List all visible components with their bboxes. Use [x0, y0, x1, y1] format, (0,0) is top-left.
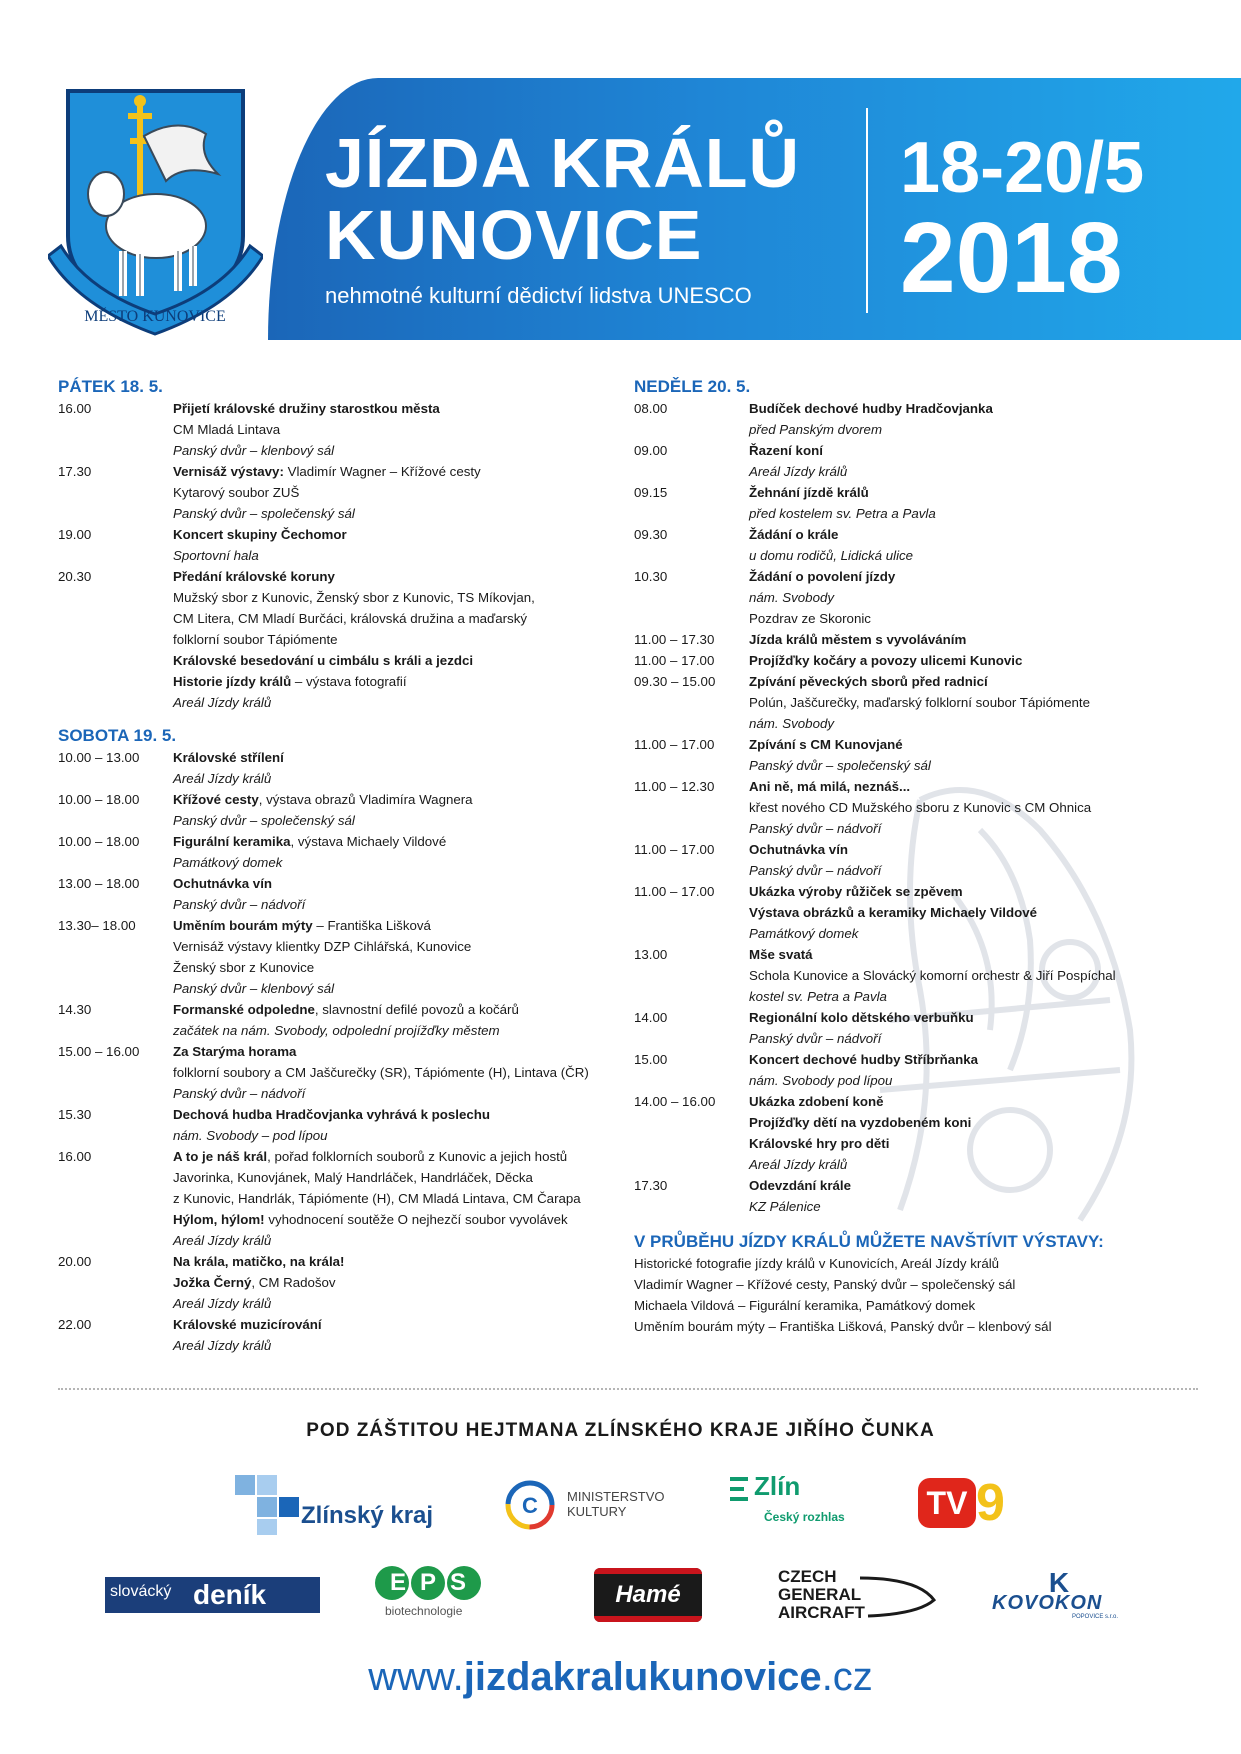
event-place: před kostelem sv. Petra a Pavla [749, 506, 936, 521]
event-title: Mše svatá [749, 947, 813, 962]
event-title-line [749, 1091, 1224, 1112]
biotechnologie-text: biotechnologie [385, 1604, 463, 1618]
event-time: 11.00 – 17.30 [634, 632, 715, 647]
event-details [749, 1007, 1224, 1049]
event-details [173, 524, 618, 566]
event-row [58, 999, 618, 1041]
event-title-line [173, 650, 618, 671]
event-title-line [173, 1209, 618, 1230]
event-place: Památkový domek [173, 855, 283, 870]
event-row [634, 839, 1224, 881]
event-place: Panský dvůr – nádvoří [749, 1031, 882, 1046]
event-row [634, 482, 1224, 524]
event-place: Panský dvůr – nádvoří [173, 897, 306, 912]
event-title-rest: , CM Radošov [251, 1275, 336, 1290]
event-details [749, 1091, 1224, 1175]
event-title-line [173, 1104, 618, 1125]
event-row [634, 1091, 1224, 1175]
event-title-line [749, 629, 1224, 650]
page-title-line2: KUNOVICE [325, 196, 703, 274]
event-row [58, 461, 618, 524]
event-title: Odevzdání krále [749, 1178, 851, 1193]
event-title: Výstava obrázků a keramiky Michaely Vildové [749, 905, 1038, 920]
page-subtitle: nehmotné kulturní dědictví lidstva UNESCO [325, 283, 752, 308]
event-row [634, 1007, 1224, 1049]
tv9-number: 9 [976, 1474, 1005, 1532]
event-performer-line: Ženský sbor z Kunovice [173, 960, 315, 975]
event-title-line [749, 671, 1224, 692]
event-row [58, 747, 618, 789]
event-details [749, 734, 1224, 776]
event-title-line [749, 1175, 1224, 1196]
event-place: Panský dvůr – společenský sál [173, 813, 355, 828]
event-title: Předání královské koruny [173, 569, 335, 584]
slovacky-denik-logo [105, 1577, 320, 1613]
event-title: Královské muzicírování [173, 1317, 322, 1332]
event-details [749, 482, 1224, 524]
event-row [634, 566, 1224, 629]
event-details [173, 398, 618, 461]
program-left-column [58, 376, 618, 1356]
event-details [749, 398, 1224, 440]
event-place: Panský dvůr – nádvoří [749, 863, 882, 878]
event-details [173, 831, 618, 873]
event-time: 11.00 – 17.00 [634, 737, 715, 752]
event-row [58, 1314, 618, 1356]
event-title: Ani ně, má milá, neznáš... [749, 779, 911, 794]
exhibitions-list [634, 1253, 1224, 1337]
event-time: 13.30– 18.00 [58, 918, 136, 933]
event-performer-line: folklorní soubory a CM Jaščurečky (SR), Tápiómente (H), Lintava (ČR) [173, 1065, 589, 1080]
exhibition-item: Michaela Vildová – Figurální keramika, Památkový domek [634, 1298, 976, 1313]
event-time: 10.00 – 13.00 [58, 750, 140, 765]
event-time: 11.00 – 17.00 [634, 884, 715, 899]
event-time: 16.00 [58, 401, 92, 416]
event-performer-line: Polún, Jaščurečky, maďarský folklorní soubor Tápiómente [749, 695, 1090, 710]
event-details [749, 629, 1224, 650]
event-time: 16.00 [58, 1149, 92, 1164]
sunday-events [634, 398, 1224, 1217]
event-time: 15.00 – 16.00 [58, 1044, 140, 1059]
event-title-line [749, 398, 1224, 419]
exhibition-item: Uměním bourám mýty – Františka Lišková, Panský dvůr – klenbový sál [634, 1319, 1052, 1334]
event-row [58, 398, 618, 461]
event-title: Ukázka zdobení koně [749, 1094, 884, 1109]
event-time: 15.30 [58, 1107, 92, 1122]
friday-heading: PÁTEK 18. 5. [58, 377, 163, 396]
event-title-rest: vyhodnocení soutěže O nejhezčí soubor vyvolávek [264, 1212, 568, 1227]
event-details [173, 1146, 618, 1251]
event-row [634, 398, 1224, 440]
event-row [634, 944, 1224, 1007]
event-details [173, 789, 618, 831]
event-row [58, 524, 618, 566]
event-title: Hýlom, hýlom! [173, 1212, 265, 1227]
event-row [58, 566, 618, 650]
eps-text: EPS [389, 1569, 481, 1596]
event-details [749, 1175, 1224, 1217]
event-title: Dechová hudba Hradčovjanka vyhrává k poslechu [173, 1107, 491, 1122]
ministerstvo-line2: KULTURY [567, 1504, 627, 1519]
event-title: Jízda králů městem s vyvoláváním [749, 632, 967, 647]
event-details [749, 671, 1224, 734]
event-place: Panský dvůr – klenbový sál [173, 981, 335, 996]
event-place: před Panským dvorem [749, 422, 883, 437]
event-title-rest: , slavnostní defilé povozů a kočárů [314, 1002, 519, 1017]
event-title: Křížové cesty [173, 792, 259, 807]
event-title-line [173, 398, 618, 419]
event-title-line [749, 1112, 1224, 1133]
event-title: Koncert skupiny Čechomor [173, 527, 347, 542]
event-place: Areál Jízdy králů [173, 1338, 272, 1353]
crest-text: MĚSTO KUNOVICE [84, 308, 226, 325]
event-time: 15.00 [634, 1052, 668, 1067]
event-details [749, 944, 1224, 1007]
event-details [173, 873, 618, 915]
event-row [634, 671, 1224, 734]
page-title-line1: JÍZDA KRÁLŮ [325, 124, 801, 202]
event-title-line [749, 902, 1224, 923]
event-title: Budíček dechové hudby Hradčovjanka [749, 401, 993, 416]
website-main: jizdakralukunovice [463, 1655, 822, 1699]
event-details [749, 1049, 1224, 1091]
event-place: nám. Svobody – pod lípou [173, 1128, 328, 1143]
event-row [58, 1104, 618, 1146]
cesky-rozhlas-text: Český rozhlas [764, 1510, 845, 1524]
event-performer-line: Kytarový soubor ZUŠ [173, 485, 300, 500]
event-title: Na krála, matičko, na krála! [173, 1254, 345, 1269]
cga-line1: CZECH [778, 1567, 837, 1586]
event-details [749, 566, 1224, 629]
event-row [58, 831, 618, 873]
ministerstvo-emblem-icon [505, 1480, 555, 1530]
event-place: Areál Jízdy králů [173, 1233, 272, 1248]
event-details [173, 671, 618, 713]
eps-biotechnologie-logo [375, 1566, 485, 1626]
event-time: 14.00 [634, 1010, 668, 1025]
event-performer-line: Mužský sbor z Kunovic, Ženský sbor z Kunovic, TS Míkovjan, [173, 590, 535, 605]
event-title: Žehnání jízdě králů [749, 485, 869, 500]
cga-line2: GENERAL [778, 1585, 862, 1604]
event-time: 11.00 – 17.00 [634, 653, 715, 668]
event-time: 17.30 [58, 464, 92, 479]
event-details [749, 776, 1224, 839]
sunday-heading: NEDĚLE 20. 5. [634, 377, 751, 396]
event-title-line [173, 873, 618, 894]
event-title-rest: , výstava obrazů Vladimíra Wagnera [258, 792, 473, 807]
tv9-logo [918, 1474, 1005, 1532]
tv-text: TV [918, 1478, 976, 1528]
svg-text:C: C [522, 1493, 538, 1518]
event-place: kostel sv. Petra a Pavla [749, 989, 887, 1004]
event-performer-line: Schola Kunovice a Slovácký komorní orchestr & Jiří Pospíchal [749, 968, 1116, 983]
website-suffix: .cz [821, 1655, 873, 1699]
event-time: 09.00 [634, 443, 668, 458]
event-title-line [173, 1314, 618, 1335]
event-place: KZ Pálenice [749, 1199, 821, 1214]
patronage-text: POD ZÁŠTITOU HEJTMANA ZLÍNSKÉHO KRAJE JIŘÍHO ČUNKA [306, 1420, 935, 1441]
event-place: Sportovní hala [173, 548, 259, 563]
event-time: 10.00 – 18.00 [58, 792, 140, 807]
event-row [634, 1175, 1224, 1217]
event-title-line [173, 1251, 618, 1272]
event-row [58, 915, 618, 999]
event-place: Panský dvůr – nádvoří [173, 1086, 306, 1101]
event-details [173, 1104, 618, 1146]
event-row [58, 1251, 618, 1314]
event-title: Královské besedování u cimbálu s králi a jezdci [173, 653, 474, 668]
event-title: Zpívání pěveckých sborů před radnicí [749, 674, 988, 689]
event-title-line [173, 1272, 618, 1293]
event-title-line [749, 566, 1224, 587]
event-performer-line: z Kunovic, Handrlák, Tápiómente (H), CM Mladá Lintava, CM Čarapa [173, 1191, 581, 1206]
dotted-divider [58, 1388, 1198, 1390]
event-performer-line: Vernisáž výstavy klientky DZP Cihlářská, Kunovice [173, 939, 472, 954]
event-place: Areál Jízdy králů [749, 1157, 848, 1172]
event-title-rest: Vladimír Wagner – Křížové cesty [283, 464, 481, 479]
event-title-line [749, 881, 1224, 902]
event-title-line [749, 944, 1224, 965]
event-title: Uměním bourám mýty [173, 918, 313, 933]
event-year: 2018 [900, 202, 1123, 314]
event-title: Jožka Černý [173, 1275, 252, 1290]
event-title-line [173, 671, 618, 692]
aircraft-swoosh-icon [858, 1570, 938, 1620]
event-time: 17.30 [634, 1178, 668, 1193]
event-row [634, 650, 1224, 671]
event-time: 09.15 [634, 485, 668, 500]
event-title-rest: , výstava Michaely Vildové [290, 834, 447, 849]
event-place: Panský dvůr – společenský sál [173, 506, 355, 521]
event-note: Pozdrav ze Skoronic [749, 611, 871, 626]
event-details [173, 1041, 618, 1104]
exhibitions-heading: V PRŮBĚHU JÍZDY KRÁLŮ MŮŽETE NAVŠTÍVIT VÝSTAVY: [634, 1232, 1104, 1251]
event-title: Vernisáž výstavy: [173, 464, 284, 479]
event-title: Koncert dechové hudby Stříbrňanka [749, 1052, 979, 1067]
event-title-line [749, 734, 1224, 755]
event-row [58, 671, 618, 713]
event-title: Královské hry pro děti [749, 1136, 890, 1151]
event-place: u domu rodičů, Lidická ulice [749, 548, 914, 563]
header-divider [866, 108, 868, 313]
event-row [58, 789, 618, 831]
event-title: Ukázka výroby růžiček se zpěvem [749, 884, 963, 899]
event-title: Projížďky dětí na vyzdobeném koni [749, 1115, 972, 1130]
event-performer-line: CM Mladá Lintava [173, 422, 281, 437]
zlin-text: Zlín [754, 1471, 801, 1501]
event-time: 09.30 [634, 527, 668, 542]
event-title-line [173, 524, 618, 545]
event-details [173, 650, 618, 671]
event-title-line [749, 524, 1224, 545]
friday-events [58, 398, 618, 713]
event-row [634, 524, 1224, 566]
hame-logo [594, 1568, 702, 1622]
event-title-line [749, 440, 1224, 461]
event-details [173, 915, 618, 999]
event-title: Přijetí královské družiny starostkou města [173, 401, 440, 416]
event-place: nám. Svobody [749, 590, 835, 605]
event-time: 13.00 [634, 947, 668, 962]
exhibition-item: Vladimír Wagner – Křížové cesty, Panský dvůr – společenský sál [634, 1277, 1016, 1292]
event-place: nám. Svobody [749, 716, 835, 731]
event-title-line [749, 1049, 1224, 1070]
event-time: 20.00 [58, 1254, 92, 1269]
event-place: Areál Jízdy králů [173, 695, 272, 710]
event-time: 20.30 [58, 569, 92, 584]
event-dates: 18-20/5 [900, 128, 1145, 208]
event-title: Projížďky kočáry a povozy ulicemi Kunovic [749, 653, 1023, 668]
event-title: Královské střílení [173, 750, 284, 765]
event-title-line [749, 839, 1224, 860]
event-title-line [173, 915, 618, 936]
event-title-line [749, 650, 1224, 671]
event-details [173, 747, 618, 789]
slovacky-text: slovácký [110, 1583, 172, 1600]
event-place: Panský dvůr – klenbový sál [173, 443, 335, 458]
event-row [58, 1146, 618, 1251]
event-row [634, 776, 1224, 839]
event-time [58, 671, 173, 713]
event-title: A to je náš král [173, 1149, 268, 1164]
event-place: Areál Jízdy králů [749, 464, 848, 479]
event-title-line [173, 789, 618, 810]
event-details [749, 650, 1224, 671]
event-title-line [749, 1007, 1224, 1028]
ministerstvo-kultury-logo [505, 1477, 685, 1533]
event-time: 11.00 – 12.30 [634, 779, 715, 794]
event-time: 08.00 [634, 401, 668, 416]
event-title-line [749, 482, 1224, 503]
event-time: 22.00 [58, 1317, 92, 1332]
kunovice-coat-of-arms-logo [48, 86, 263, 346]
event-place: Panský dvůr – nádvoří [749, 821, 882, 836]
event-performer-line: folklorní soubor Tápiómente [173, 632, 338, 647]
website-prefix: www. [368, 1655, 464, 1699]
event-details [749, 839, 1224, 881]
event-title-line [173, 747, 618, 768]
event-time: 10.00 – 18.00 [58, 834, 140, 849]
event-time: 10.30 [634, 569, 668, 584]
event-place: Památkový domek [749, 926, 859, 941]
website-url[interactable] [0, 1655, 1241, 1700]
event-details [173, 999, 618, 1041]
event-title: Zpívání s CM Kunovjané [749, 737, 903, 752]
event-details [173, 1251, 618, 1314]
event-title-rest: , pořad folklorních souborů z Kunovic a jejich hostů [267, 1149, 568, 1164]
event-time: 09.30 – 15.00 [634, 674, 716, 689]
event-row [58, 873, 618, 915]
event-time: 11.00 – 17.00 [634, 842, 715, 857]
event-title-rest: – Františka Lišková [312, 918, 431, 933]
event-row [634, 734, 1224, 776]
event-time: 14.30 [58, 1002, 92, 1017]
czech-general-aircraft-logo [778, 1568, 938, 1628]
event-details [173, 566, 618, 650]
event-place: nám. Svobody pod lípou [749, 1073, 893, 1088]
event-place: Panský dvůr – společenský sál [749, 758, 931, 773]
event-details [749, 524, 1224, 566]
event-performer-line: Javorinka, Kunovjánek, Malý Handrláček, Handrláček, Děcka [173, 1170, 533, 1185]
event-details [749, 440, 1224, 482]
event-title-line [173, 999, 618, 1020]
kovokon-logo: K KOVOKON POPOVICE s.r.o. [992, 1567, 1119, 1620]
event-details [173, 461, 618, 524]
exhibition-item: Historické fotografie jízdy králů v Kunovicích, Areál Jízdy králů [634, 1256, 1000, 1271]
event-title-line [749, 1133, 1224, 1154]
event-title: Řazení koní [749, 443, 823, 458]
event-details [173, 1314, 618, 1356]
event-title: Formanské odpoledne [173, 1002, 315, 1017]
cga-line3: AIRCRAFT [778, 1603, 865, 1622]
event-title: Historie jízdy králů [173, 674, 292, 689]
event-time: 13.00 – 18.00 [58, 876, 140, 891]
event-row [634, 1049, 1224, 1091]
event-title-line [173, 1146, 618, 1167]
event-time [58, 650, 173, 671]
saturday-events [58, 747, 618, 1356]
event-performer-line: CM Litera, CM Mladí Burčáci, královská družina a maďarský [173, 611, 527, 626]
event-title-line [173, 1041, 618, 1062]
event-title: Ochutnávka vín [749, 842, 849, 857]
zlinsky-kraj-logo [235, 1475, 450, 1535]
event-title: Figurální keramika [173, 834, 291, 849]
kovokon-text: KOVOKON [992, 1592, 1103, 1614]
ministerstvo-line1: MINISTERSTVO [567, 1489, 665, 1504]
program-right-column [634, 376, 1224, 1337]
event-title: Za Starýma horama [173, 1044, 297, 1059]
event-place: Areál Jízdy králů [173, 1296, 272, 1311]
event-place: Areál Jízdy králů [173, 771, 272, 786]
event-row [634, 881, 1224, 944]
event-title-line [749, 776, 1224, 797]
event-place: začátek na nám. Svobody, odpolední projížďky městem [173, 1023, 500, 1038]
event-performer-line: křest nového CD Mužského sboru z Kunovic s CM Ohnica [749, 800, 1092, 815]
event-title: Žádání o povolení jízdy [749, 569, 896, 584]
event-title: Ochutnávka vín [173, 876, 273, 891]
cesky-rozhlas-zlin-logo [730, 1471, 870, 1535]
saturday-heading: SOBOTA 19. 5. [58, 726, 177, 745]
event-title-line [173, 831, 618, 852]
event-title-rest: – výstava fotografií [291, 674, 407, 689]
event-title-line [173, 566, 618, 587]
event-title-line [173, 461, 618, 482]
kovokon-subtext: POPOVICE s.r.o. [1072, 1614, 1119, 1620]
denik-text: deník [193, 1579, 267, 1610]
event-row [634, 629, 1224, 650]
event-title: Žádání o krále [749, 527, 839, 542]
zlinsky-kraj-text: Zlínský kraj [301, 1502, 434, 1529]
event-row [58, 1041, 618, 1104]
event-row [634, 440, 1224, 482]
event-row [58, 650, 618, 671]
event-time: 19.00 [58, 527, 92, 542]
event-title: Regionální kolo dětského verbuňku [749, 1010, 974, 1025]
event-details [749, 881, 1224, 944]
hame-text: Hamé [615, 1581, 681, 1608]
event-time: 14.00 – 16.00 [634, 1094, 716, 1109]
